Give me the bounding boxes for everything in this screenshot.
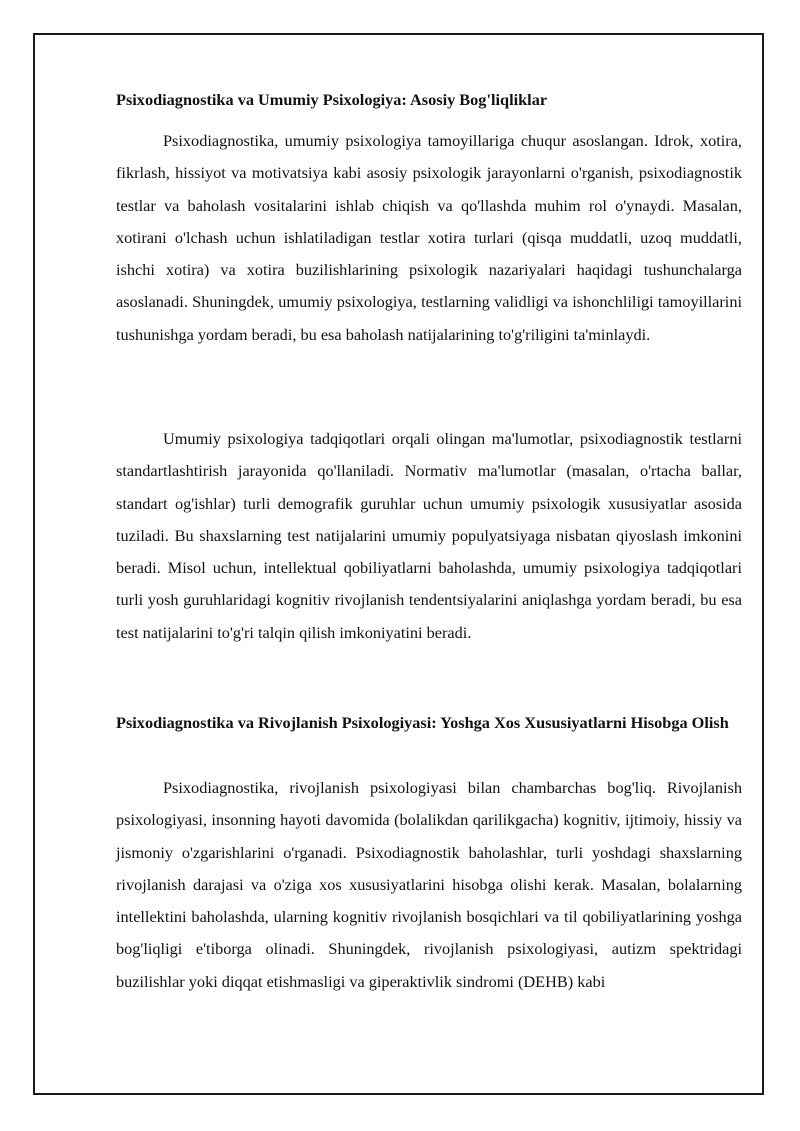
section-heading: Psixodiagnostika va Rivojlanish Psixologiyasi: Yoshga Xos Xususiyatlarni Hisobga Olish (116, 713, 729, 732)
paragraph: Psixodiagnostika, umumiy psixologiya tamoyillariga chuqur asoslangan. Idrok, xotira, fikrlash, hissiyot va motivatsiya kabi asosiy psixologik jarayonlarni o'rganish, psixodiagnostik testlar va baholash vositalarini ishlab chiqish va qo'llashda muhim rol o'ynaydi. Masalan, xotirani o'lchash uchun ishlatiladigan testlar xotira turlari (qisqa muddatli, uzoq muddatli, ishchi xotira) va xotira buzilishlarining psixologik nazariyalari haqidagi tushunchalarga asoslanadi. Shuningdek, umumiy psixologiya, testlarning validligi va ishonchliligi tamoyillarini tushunishga yordam beradi, bu esa baholash natijalarining to'g'riligini ta'minlaydi. (116, 131, 742, 344)
paragraph: Umumiy psixologiya tadqiqotlari orqali olingan ma'lumotlar, psixodiagnostik testlarni standartlashtirish jarayonida qo'llaniladi. Normativ ma'lumotlar (masalan, o'rtacha ballar, standart og'ishlar) turli demografik guruhlar uchun umumiy psixologik xususiyatlar asosida tuziladi. Bu shaxslarning test natijalarini umumiy populyatsiyaga nisbatan qiyoslash imkonini beradi. Misol uchun, intellektual qobiliyatlarni baholashda, umumiy psixologiya tadqiqotlari turli yosh guruhlaridagi kognitiv rivojlanish tendentsiyalarini aniqlashga yordam beradi, bu esa test natijalarini to'g'ri talqin qilish imkoniyatini beradi. (116, 429, 742, 642)
section-heading: Psixodiagnostika va Umumiy Psixologiya: Asosiy Bog'liqliklar (116, 90, 548, 109)
paragraph: Psixodiagnostika, rivojlanish psixologiyasi bilan chambarchas bog'liq. Rivojlanish psixologiyasi, insonning hayoti davomida (bolalikdan qarilikgacha) kognitiv, ijtimoiy, hissiy va jismoniy o'zgarishlarini o'rganadi. Psixodiagnostik baholashlar, turli yoshdagi shaxslarning rivojlanish darajasi va o'ziga xos xususiyatlarini hisobga olishi kerak. Masalan, bolalarning intellektini baholashda, ularning kognitiv rivojlanish bosqichlari va til qobiliyatlarining yoshga bog'liqligi e'tiborga olinadi. Shuningdek, rivojlanish psixologiyasi, autizm spektridagi buzilishlar yoki diqqat etishmasligi va giperaktivlik sindromi (DEHB) kabi (116, 778, 742, 991)
